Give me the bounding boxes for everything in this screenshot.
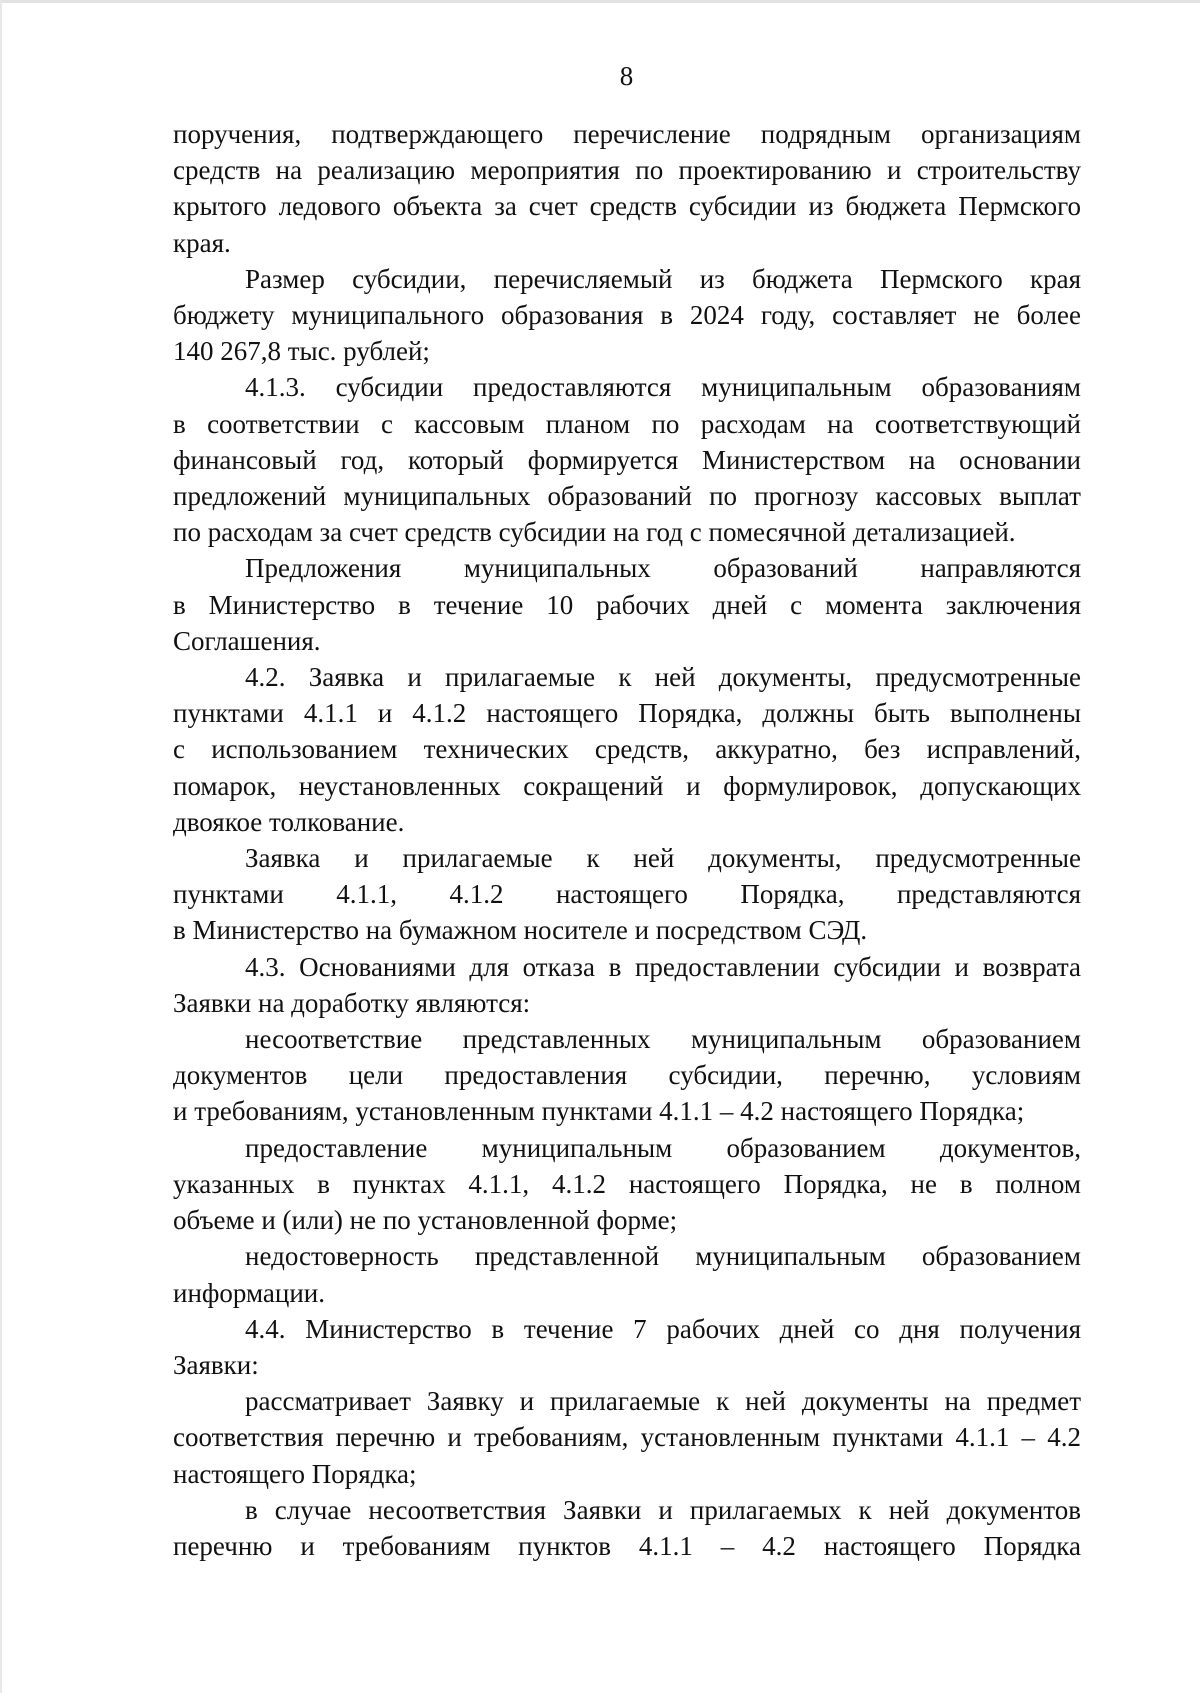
text-line: Соглашения. (173, 625, 321, 656)
text-line: пунктами 4.1.1 и 4.1.2 настоящего Порядка, должны быть выполнены (173, 698, 1081, 729)
text-line: с использованием технических средств, аккуратно, без исправлений, (173, 734, 1081, 765)
text-line: в случае несоответствия Заявки и прилагаемых к ней документов (245, 1494, 1081, 1525)
document-body (173, 116, 1081, 1564)
text-line: перечню и требованиям пунктов 4.1.1 – 4.2 настоящего Порядка (173, 1530, 1081, 1561)
text-line: пунктами 4.1.1, 4.1.2 настоящего Порядка, представляются (173, 879, 1081, 910)
paragraph (173, 1130, 1081, 1239)
text-line: 4.1.3. субсидии предоставляются муниципальным образованиям (245, 372, 1081, 403)
paragraph (173, 1383, 1081, 1492)
text-line: 4.2. Заявка и прилагаемые к ней документы, предусмотренные (245, 662, 1081, 693)
paragraph (173, 949, 1081, 1021)
paragraph (173, 840, 1081, 949)
text-line: по расходам за счет средств субсидии на год с помесячной детализацией. (173, 517, 1016, 548)
paragraph (173, 1021, 1081, 1130)
text-line: в Министерство в течение 10 рабочих дней с момента заключения (173, 589, 1081, 620)
paragraph (173, 1492, 1081, 1564)
text-line: недостоверность представленной муниципальным образованием (245, 1241, 1081, 1272)
page-number: 8 (619, 61, 634, 91)
text-line: несоответствие представленных муниципальным образованием (245, 1024, 1081, 1055)
paragraph (173, 116, 1081, 261)
text-line: Заявки: (173, 1349, 259, 1380)
text-line: указанных в пунктах 4.1.1, 4.1.2 настоящего Порядка, не в полном (173, 1168, 1081, 1199)
text-line: бюджету муниципального образования в 2024 году, составляет не более (173, 300, 1081, 331)
text-line: средств на реализацию мероприятия по проектированию и строительству (173, 155, 1081, 186)
text-line: финансовый год, который формируется Министерством на основании (173, 444, 1081, 475)
paragraph (173, 1311, 1081, 1383)
text-line: Заявки на доработку являются: (173, 987, 531, 1018)
text-line: 4.4. Министерство в течение 7 рабочих дней со дня получения (245, 1313, 1081, 1344)
text-line: крытого ледового объекта за счет средств субсидии из бюджета Пермского (173, 191, 1081, 222)
text-line: объеме и (или) не по установленной форме; (173, 1205, 678, 1236)
text-line: поручения, подтверждающего перечисление подрядным организациям (173, 119, 1081, 149)
text-line: документов цели предоставления субсидии, перечню, условиям (173, 1060, 1081, 1091)
text-line: 140 267,8 тыс. рублей; (173, 336, 430, 367)
text-line: края. (173, 227, 231, 258)
text-line: Заявка и прилагаемые к ней документы, предусмотренные (245, 843, 1081, 874)
text-line: настоящего Порядка; (173, 1458, 417, 1489)
text-line: Размер субсидии, перечисляемый из бюджета Пермского края (245, 263, 1081, 294)
text-line: Предложения муниципальных образований направляются (245, 553, 1081, 584)
text-line: в соответствии с кассовым планом по расходам на соответствующий (173, 408, 1081, 439)
text-line: предоставление муниципальным образованием документов, (245, 1132, 1081, 1163)
scan-left-edge (0, 0, 2, 1693)
text-line: помарок, неустановленных сокращений и формулировок, допускающих (173, 770, 1081, 801)
text-line: предложений муниципальных образований по прогнозу кассовых выплат (173, 481, 1081, 512)
paragraph (173, 261, 1081, 370)
paragraph (173, 1238, 1081, 1310)
text-line: информации. (173, 1277, 325, 1308)
text-line: соответствия перечню и требованиям, установленным пунктами 4.1.1 – 4.2 (173, 1422, 1081, 1453)
paragraph (173, 369, 1081, 550)
text-line: рассматривает Заявку и прилагаемые к ней документы на предмет (245, 1386, 1081, 1417)
text-line: в Министерство на бумажном носителе и посредством СЭД. (173, 915, 868, 946)
paragraph (173, 659, 1081, 840)
text-line: и требованиям, установленным пунктами 4.1.1 – 4.2 настоящего Порядка; (173, 1096, 1025, 1127)
text-line: 4.3. Основаниями для отказа в предоставлении субсидии и возврата (245, 951, 1081, 982)
paragraph (173, 550, 1081, 659)
scan-top-edge (0, 0, 1200, 3)
text-line: двоякое толкование. (173, 806, 405, 837)
